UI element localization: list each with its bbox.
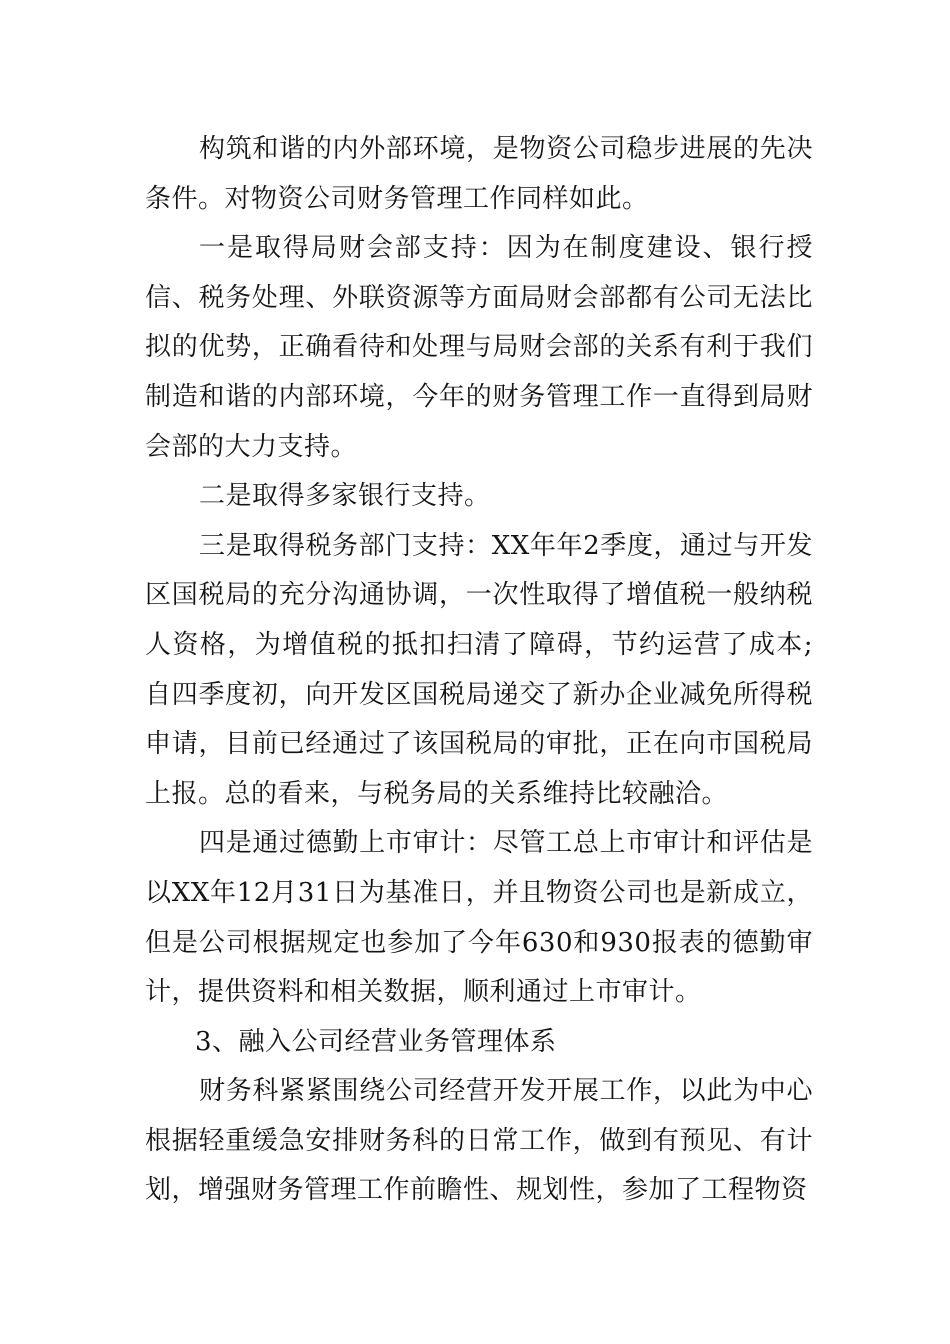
- paragraph-finance-section-work: 财务科紧紧围绕公司经营开发开展工作，以此为中心根据轻重缓急安排财务科的日常工作，做到有预见、有计划，增强财务管理工作前瞻性、规划性，参加了工程物资: [145, 1076, 813, 1206]
- paragraph-deloitte-audit: 四是通过德勤上市审计：尽管工总上市审计和评估是以XX年12月31日为基准日，并且物资公司也是新成立，但是公司根据规定也参加了今年630和930报表的德勤审计，提供资料和相关数据，顺利通过上市审计。: [145, 828, 813, 1008]
- paragraph-bank-support: 二是取得多家银行支持。: [199, 481, 491, 512]
- paragraph-finance-dept-support: 一是取得局财会部支持：因为在制度建设、银行授信、税务处理、外联资源等方面局财会部都有公司无法比拟的优势，正确看待和处理与局财会部的关系有利于我们制造和谐的内部环境，今年的财务管理工作一直得到局财会部的大力支持。: [145, 233, 813, 462]
- paragraph-tax-support: 三是取得税务部门支持：XX年年2季度，通过与开发区国税局的充分沟通协调，一次性取得了增值税一般纳税人资格，为增值税的抵扣扫清了障碍，节约运营了成本;自四季度初，向开发区国税局递交了新办企业减免所得税申请，目前已经通过了该国税局的审批，正在向市国税局上报。总的看来，与税务局的关系维持比较融洽。: [145, 530, 813, 809]
- document-body: [145, 125, 813, 1216]
- section-heading-3: 3、融入公司经营业务管理体系: [195, 1026, 557, 1057]
- paragraph-environment: 构筑和谐的内外部环境，是物资公司稳步进展的先决条件。对物资公司财务管理工作同样如此。: [145, 134, 813, 214]
